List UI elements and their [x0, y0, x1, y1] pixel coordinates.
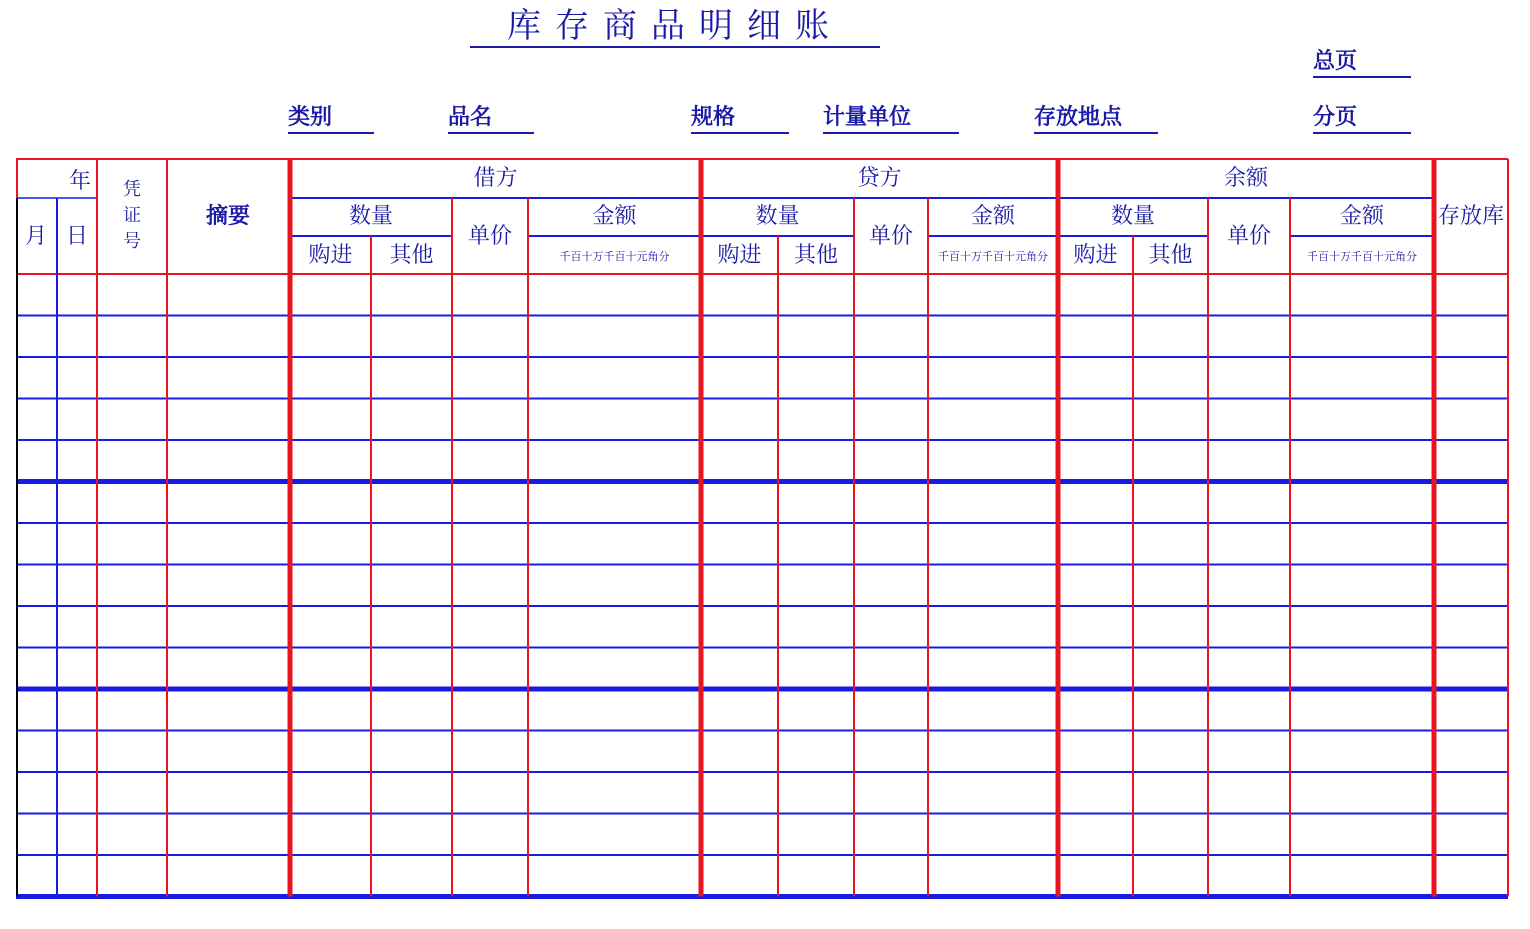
total-page-label: 总页: [1313, 48, 1411, 78]
location-label: 存放地点: [1034, 104, 1158, 134]
credit-label: 贷方: [857, 166, 902, 191]
debit-label: 借方: [473, 166, 518, 191]
debit-quantity-label: 数量: [348, 204, 394, 229]
summary-label: 摘要: [205, 204, 251, 229]
balance-quantity-label: 数量: [1110, 204, 1156, 229]
category-label: 类别: [288, 104, 374, 134]
spec-label: 规格: [691, 104, 789, 134]
balance-other-label: 其他: [1148, 243, 1193, 268]
ledger-title: 库存商品明细账: [470, 4, 880, 48]
ledger-grid: [16, 159, 1508, 897]
balance-digits-label: 千百十万千百十元角分: [1307, 250, 1417, 263]
credit-amount-label: 金额: [970, 204, 1016, 229]
balance-amount-label: 金额: [1339, 204, 1385, 229]
storage-label: 存放库: [1437, 204, 1505, 229]
debit-digits-label: 千百十万千百十元角分: [559, 250, 670, 263]
debit-purchase-label: 购进: [308, 243, 353, 268]
credit-digits-label: 千百十万千百十元角分: [938, 250, 1048, 263]
credit-quantity-label: 数量: [755, 204, 800, 229]
voucher-label-1: 凭: [123, 179, 141, 200]
year-label: 年: [68, 169, 92, 194]
product-name-label: 品名: [448, 104, 534, 134]
debit-other-label: 其他: [389, 243, 434, 268]
balance-purchase-label: 购进: [1073, 243, 1118, 268]
ledger-header-labels: [25, 166, 1504, 268]
day-label: 日: [65, 224, 89, 249]
balance-unit-price-label: 单价: [1226, 224, 1272, 249]
credit-purchase-label: 购进: [717, 243, 762, 268]
debit-amount-label: 金额: [592, 204, 637, 229]
month-label: 月: [24, 224, 48, 249]
credit-other-label: 其他: [793, 243, 839, 268]
ledger-table: [16, 158, 1516, 910]
voucher-label-3: 号: [123, 231, 141, 252]
unit-label: 计量单位: [823, 104, 959, 134]
sub-page-label: 分页: [1313, 104, 1411, 134]
credit-unit-price-label: 单价: [868, 224, 914, 249]
balance-label: 余额: [1223, 166, 1269, 191]
debit-unit-price-label: 单价: [467, 224, 513, 249]
voucher-label-2: 证: [123, 205, 141, 226]
